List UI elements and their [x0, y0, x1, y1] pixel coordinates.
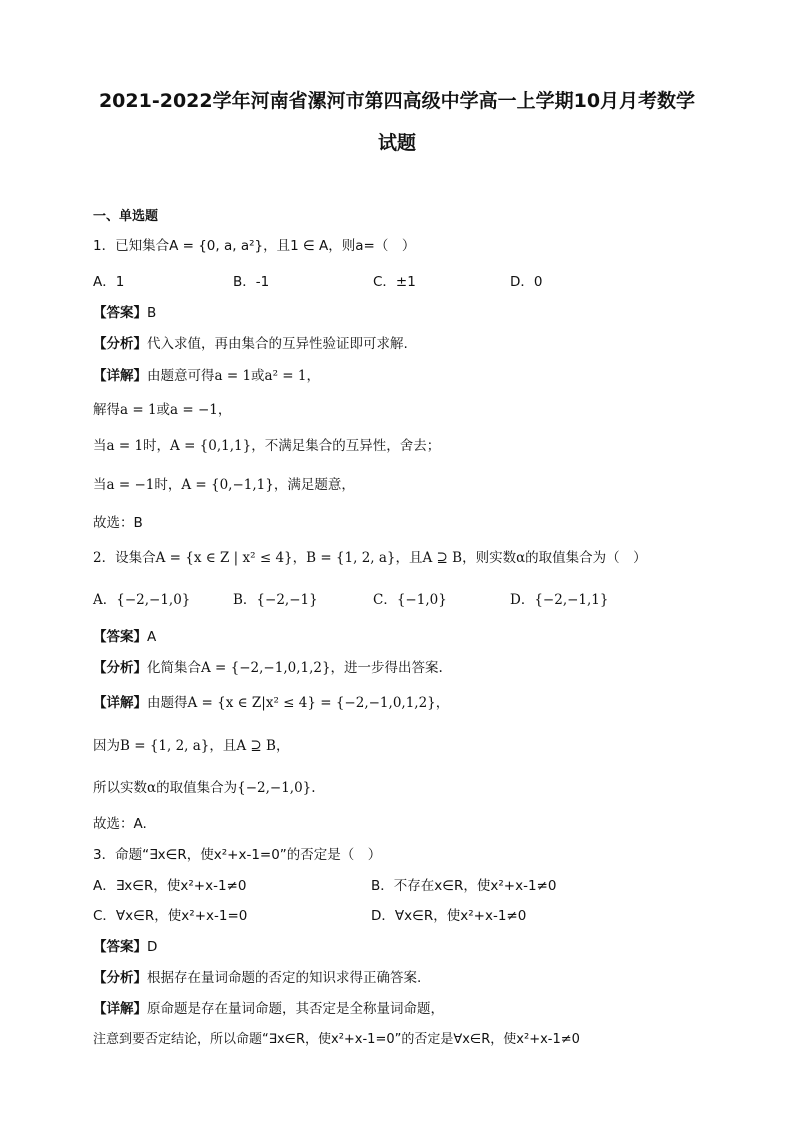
- q1-analysis: [93, 332, 408, 352]
- q3-analysis: [93, 966, 421, 986]
- detail-label: 【详解】: [93, 368, 147, 384]
- q1-detail-line: 解得a = 1或a = −1，: [93, 402, 232, 418]
- analysis-label: 【分析】: [93, 660, 147, 676]
- analysis-label: 【分析】: [93, 336, 147, 352]
- document-title-line1: 2021-2022学年河南省漯河市第四高级中学高一上学期10月月考数学: [98, 90, 696, 112]
- q2-stem: 2．设集合A = {x ∈ Z | x² ≤ 4}，B = {1, 2, a}，且A ⊇ B，则实数α的取值集合为（ ）: [93, 550, 647, 566]
- q2-detail: [93, 691, 449, 711]
- detail-label: 【详解】: [93, 695, 147, 711]
- q1-answer: [93, 301, 156, 321]
- q2-option-b: B．{−2,−1}: [233, 592, 318, 608]
- detail-label: 【详解】: [93, 1001, 147, 1017]
- q1-detail: [93, 364, 320, 384]
- q3-detail: [93, 997, 444, 1017]
- q1-option-c: C．±1: [373, 274, 416, 290]
- q2-detail-text: 由题得A = {x ∈ Z|x² ≤ 4} = {−2,−1,0,1,2}，: [147, 695, 450, 711]
- q1-detail-line: 故选：B: [93, 515, 143, 531]
- document-title-line2: 试题: [377, 132, 416, 154]
- analysis-label: 【分析】: [93, 970, 147, 986]
- q1-detail-line: 当a = −1时，A = {0,−1,1}，满足题意，: [93, 477, 355, 493]
- q3-option-b: B．不存在x∈R，使x²+x-1≠0: [371, 878, 557, 894]
- q3-analysis-text: 根据存在量词命题的否定的知识求得正确答案.: [147, 970, 422, 986]
- q2-option-c: C．{−1,0}: [373, 592, 447, 608]
- q1-detail-line: 当a = 1时，A = {0,1,1}，不满足集合的互异性，舍去；: [93, 438, 441, 454]
- q3-option-d: D．∀x∈R，使x²+x-1≠0: [371, 908, 527, 924]
- q3-answer-value: D: [147, 939, 158, 955]
- q1-stem: 1．已知集合A = {0, a, a²}，且1 ∈ A，则a=（ ）: [93, 238, 416, 254]
- q2-detail-line: 因为B = {1, 2, a}，且A ⊇ B，: [93, 738, 290, 754]
- answer-label: 【答案】: [93, 939, 147, 955]
- answer-label: 【答案】: [93, 629, 147, 645]
- q2-option-a: A．{−2,−1,0}: [93, 592, 191, 608]
- answer-label: 【答案】: [93, 305, 147, 321]
- q3-answer: [93, 935, 157, 955]
- section-heading: 一、单选题: [93, 209, 159, 224]
- q1-analysis-text: 代入求值，再由集合的互异性验证即可求解.: [147, 336, 408, 352]
- q2-answer: [93, 625, 156, 645]
- q3-detail-line: 注意到要否定结论，所以命题“∃x∈R，使x²+x-1=0”的否定是∀x∈R，使x²+x-1≠0: [93, 1032, 580, 1047]
- q3-detail-text: 原命题是存在量词命题，其否定是全称量词命题，: [147, 1001, 444, 1017]
- q3-option-c: C．∀x∈R，使x²+x-1=0: [93, 908, 248, 924]
- q3-option-a: A．∃x∈R，使x²+x-1≠0: [93, 878, 247, 894]
- q2-detail-line: 故选：A.: [93, 816, 147, 832]
- q1-option-b: B．-1: [233, 274, 270, 290]
- q2-analysis: [93, 656, 443, 676]
- q3-stem: 3．命题“∃x∈R，使x²+x-1=0”的否定是（ ）: [93, 847, 382, 863]
- q2-option-d: D．{−2,−1,1}: [510, 592, 609, 608]
- q1-option-a: A．1: [93, 274, 125, 290]
- q2-answer-value: A: [147, 629, 157, 645]
- q2-analysis-text: 化简集合A = {−2,−1,0,1,2}，进一步得出答案.: [147, 660, 443, 676]
- q1-answer-value: B: [147, 305, 157, 321]
- q1-detail-text: 由题意可得a = 1或a² = 1，: [147, 368, 320, 384]
- q2-detail-line: 所以实数α的取值集合为{−2,−1,0}.: [93, 780, 316, 796]
- q1-option-d: D．0: [510, 274, 543, 290]
